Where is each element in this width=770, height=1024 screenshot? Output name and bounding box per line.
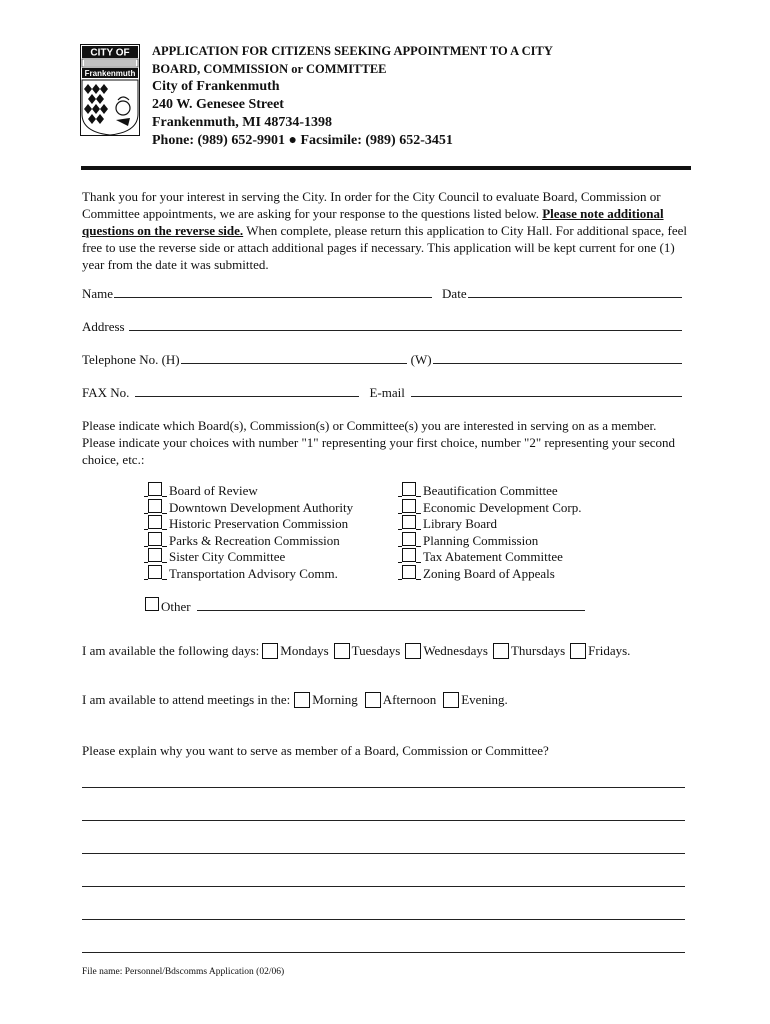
intro-text-start: Thank you for your interest in serving the City. In order for the City Council to evaluate Board, Commission or Committee appointments, we are asking for your response to the questions listed below. (82, 189, 661, 221)
board-label: Parks & Recreation Commission (169, 532, 340, 548)
board-label: Tax Abatement Committee (423, 549, 563, 564)
address-row (82, 318, 686, 335)
intro-text-end: When complete, please return this application to City Hall. For additional space, feel free to use the reverse side or attach additional pages if necessary. This application will be kept current for one (1) year from the date it was submitted. (82, 223, 687, 272)
intro-paragraph (82, 188, 692, 273)
board-option[interactable] (144, 515, 353, 532)
other-checkbox[interactable] (145, 597, 159, 611)
fax-label: FAX No. (82, 385, 130, 400)
name-field[interactable] (114, 285, 432, 298)
checkbox[interactable] (493, 643, 509, 659)
intro-emphasis: Please note additional questions on the reverse side. (82, 206, 664, 238)
org-name: City of Frankenmuth (152, 79, 280, 94)
explain-question: Please explain why you want to serve as member of a Board, Commission or Committee? (82, 743, 549, 758)
checkbox[interactable] (405, 643, 421, 659)
checkbox[interactable] (148, 499, 162, 513)
checkbox[interactable] (402, 499, 416, 513)
days-label: I am available the following days: (82, 643, 260, 658)
boards-instructions: Please indicate which Board(s), Commission(s) or Committee(s) you are interested in serving on as a member. Please indicate your choices with number "1" representing your first choice, number "2" representing your second choice, etc.: (82, 418, 676, 467)
board-option[interactable] (144, 499, 353, 516)
checkbox[interactable] (443, 692, 459, 708)
board-label: Downtown Development Authority (169, 499, 354, 515)
telephone-work-field[interactable] (433, 351, 682, 364)
checkbox[interactable] (402, 565, 416, 579)
board-option[interactable] (398, 499, 582, 516)
telephone-home-field[interactable] (181, 351, 407, 364)
checkbox[interactable] (148, 515, 162, 529)
time-option-evening[interactable]: Evening. (443, 692, 508, 708)
board-label: Historic Preservation Commission (169, 516, 349, 531)
other-field[interactable] (197, 598, 585, 611)
time-option-afternoon[interactable]: Afternoon (365, 692, 436, 708)
checkbox[interactable] (148, 482, 162, 496)
board-option[interactable] (144, 482, 353, 499)
board-label: Sister City Committee (169, 549, 286, 564)
answer-line[interactable] (82, 886, 685, 887)
checkbox[interactable] (402, 532, 416, 546)
checkbox[interactable] (148, 548, 162, 562)
address-label: Address (82, 319, 125, 334)
checkbox[interactable] (294, 692, 310, 708)
checkbox[interactable] (570, 643, 586, 659)
day-option-tuesday[interactable]: Tuesdays (334, 643, 401, 659)
board-option[interactable] (398, 532, 582, 549)
checkbox[interactable] (365, 692, 381, 708)
checkbox[interactable] (148, 532, 162, 546)
form-title-line1: APPLICATION FOR CITIZENS SEEKING APPOINTMENT TO A CITY (152, 44, 553, 58)
checkbox[interactable] (148, 565, 162, 579)
other-row (145, 597, 585, 615)
days-availability-row (82, 643, 630, 659)
day-option-monday[interactable]: Mondays (262, 643, 328, 659)
board-label: Transportation Advisory Comm. (169, 565, 338, 581)
header-divider (81, 166, 691, 170)
board-label: Beautification Committee (423, 483, 558, 498)
checkbox[interactable] (402, 548, 416, 562)
board-option[interactable] (144, 565, 353, 582)
date-label: Date (442, 286, 467, 301)
address-field[interactable] (129, 318, 682, 331)
org-street: 240 W. Genesee Street (152, 97, 284, 112)
day-option-thursday[interactable]: Thursdays (493, 643, 565, 659)
telephone-home-label: Telephone No. (H) (82, 352, 180, 367)
fax-field[interactable] (135, 384, 359, 397)
board-label: Planning Commission (423, 532, 539, 548)
checkbox[interactable] (402, 482, 416, 496)
city-seal-logo (80, 44, 140, 136)
answer-line[interactable] (82, 919, 685, 920)
telephone-row (82, 351, 686, 368)
board-label: Economic Development Corp. (423, 499, 582, 515)
email-label: E-mail (369, 385, 405, 400)
form-title-line2: BOARD, COMMISSION or COMMITTEE (152, 62, 387, 76)
file-name-footer: File name: Personnel/Bdscomms Application (02/06) (82, 967, 285, 977)
other-label: Other (161, 599, 191, 614)
org-phone-fax: Phone: (989) 652-9901 ● Facsimile: (989) 652-3451 (152, 133, 453, 148)
fax-email-row (82, 384, 686, 401)
email-field[interactable] (411, 384, 682, 397)
board-option[interactable] (398, 548, 582, 565)
board-label: Zoning Board of Appeals (423, 565, 555, 581)
checkbox[interactable] (334, 643, 350, 659)
board-option[interactable] (398, 482, 582, 499)
name-label: Name (82, 286, 114, 301)
board-option[interactable] (398, 515, 582, 532)
telephone-work-label: (W) (410, 352, 432, 367)
board-option[interactable] (144, 532, 353, 549)
boards-left-column (144, 482, 353, 581)
board-option[interactable] (398, 565, 582, 582)
answer-line[interactable] (82, 952, 685, 953)
board-label: Library Board (423, 516, 498, 531)
board-option[interactable] (144, 548, 353, 565)
seal-text-top: CITY OF (90, 47, 130, 59)
checkbox[interactable] (402, 515, 416, 529)
checkbox[interactable] (262, 643, 278, 659)
day-option-wednesday[interactable]: Wednesdays (405, 643, 488, 659)
board-label: Board of Review (169, 483, 258, 498)
answer-line[interactable] (82, 820, 685, 821)
day-option-friday[interactable]: Fridays. (570, 643, 630, 659)
time-availability-row (82, 692, 508, 708)
time-label: I am available to attend meetings in the: (82, 692, 291, 707)
org-city: Frankenmuth, MI 48734-1398 (152, 115, 333, 130)
boards-right-column (398, 482, 582, 581)
date-field[interactable] (468, 285, 682, 298)
time-option-morning[interactable]: Morning (294, 692, 358, 708)
name-date-row (82, 285, 686, 302)
answer-line[interactable] (82, 853, 685, 854)
seal-text-bottom: Frankenmuth (84, 69, 136, 78)
answer-line[interactable] (82, 787, 685, 788)
